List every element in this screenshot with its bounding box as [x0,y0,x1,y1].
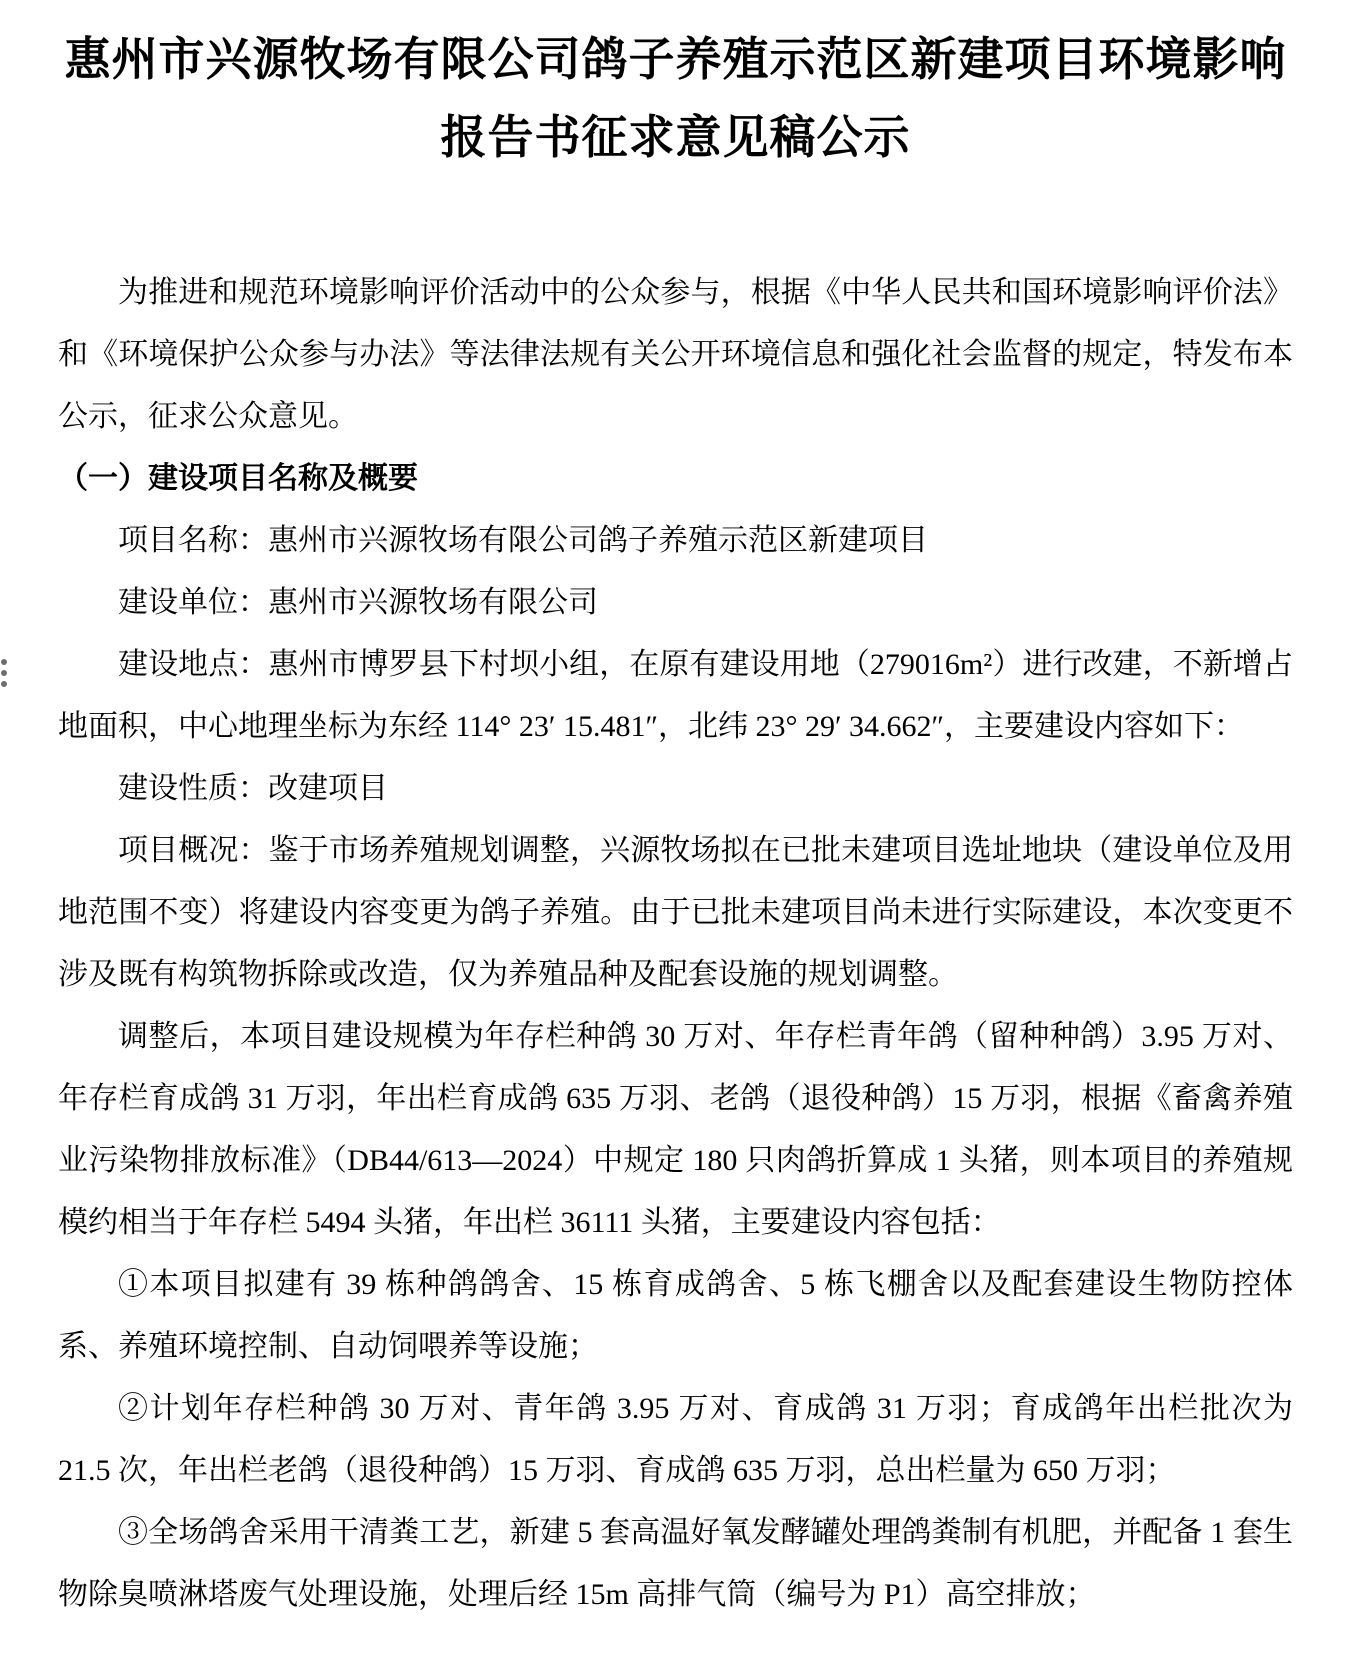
paragraph-project-scale: 调整后，本项目建设规模为年存栏种鸽 30 万对、年存栏青年鸽（留种种鸽）3.95 万对、年存栏育成鸽 31 万羽，年出栏育成鸽 635 万羽、老鸽（退役种鸽）15 万羽，根据《畜禽养殖业污染物排放标准》（DB44/613—2024）中规定 180 只肉鸽折算成 1 头猪，则本项目的养殖规模约相当于年存栏 5494 头猪，年出栏 36111 头猪，主要建设内容包括： [58,1020,1293,1239]
section-heading-project-name-overview: （一）建设项目名称及概要 [58,462,418,495]
paragraph-construction-unit: 建设单位：惠州市兴源牧场有限公司 [118,586,598,619]
document-body [58,262,1293,1626]
paragraph-construction-nature: 建设性质：改建项目 [118,772,388,805]
paragraph-item-1: ①本项目拟建有 39 栋种鸽鸽舍、15 栋育成鸽舍、5 栋飞棚舍以及配套建设生物防控体系、养殖环境控制、自动饲喂养等设施； [58,1268,1293,1363]
paragraph-item-3: ③全场鸽舍采用干清粪工艺，新建 5 套高温好氧发酵罐处理鸽粪制有机肥，并配备 1 套生物除臭喷淋塔废气处理设施，处理后经 15m 高排气筒（编号为 P1）高空排放； [58,1516,1293,1611]
paragraph-item-2: ②计划年存栏种鸽 30 万对、青年鸽 3.95 万对、育成鸽 31 万羽；育成鸽年出栏批次为 21.5 次，年出栏老鸽（退役种鸽）15 万羽、育成鸽 635 万羽，总出栏量为 650 万羽； [58,1392,1293,1487]
title-line-1: 惠州市兴源牧场有限公司鸽子养殖示范区新建项目环境影响 [64,33,1287,85]
revision-marks-icon [1,659,7,687]
revision-dot [1,670,7,676]
document-title [58,0,1293,176]
revision-dot [1,659,7,665]
paragraph-location: 建设地点：惠州市博罗县下村坝小组，在原有建设用地（279016m²）进行改建，不新增占地面积，中心地理坐标为东经 114° 23′ 15.481″，北纬 23° 29′ 34.662″，主要建设内容如下： [58,648,1293,743]
paragraph-project-overview: 项目概况：鉴于市场养殖规划调整，兴源牧场拟在已批未建项目选址地块（建设单位及用地范围不变）将建设内容变更为鸽子养殖。由于已批未建项目尚未进行实际建设，本次变更不涉及既有构筑物拆除或改造，仅为养殖品种及配套设施的规划调整。 [58,834,1293,991]
paragraph-project-name: 项目名称：惠州市兴源牧场有限公司鸽子养殖示范区新建项目 [118,524,928,557]
paragraph-intro: 为推进和规范环境影响评价活动中的公众参与，根据《中华人民共和国环境影响评价法》和《环境保护公众参与办法》等法律法规有关公开环境信息和强化社会监督的规定，特发布本公示，征求公众意见。 [58,276,1293,433]
revision-dot [1,681,7,687]
title-line-2: 报告书征求意见稿公示 [440,111,911,163]
